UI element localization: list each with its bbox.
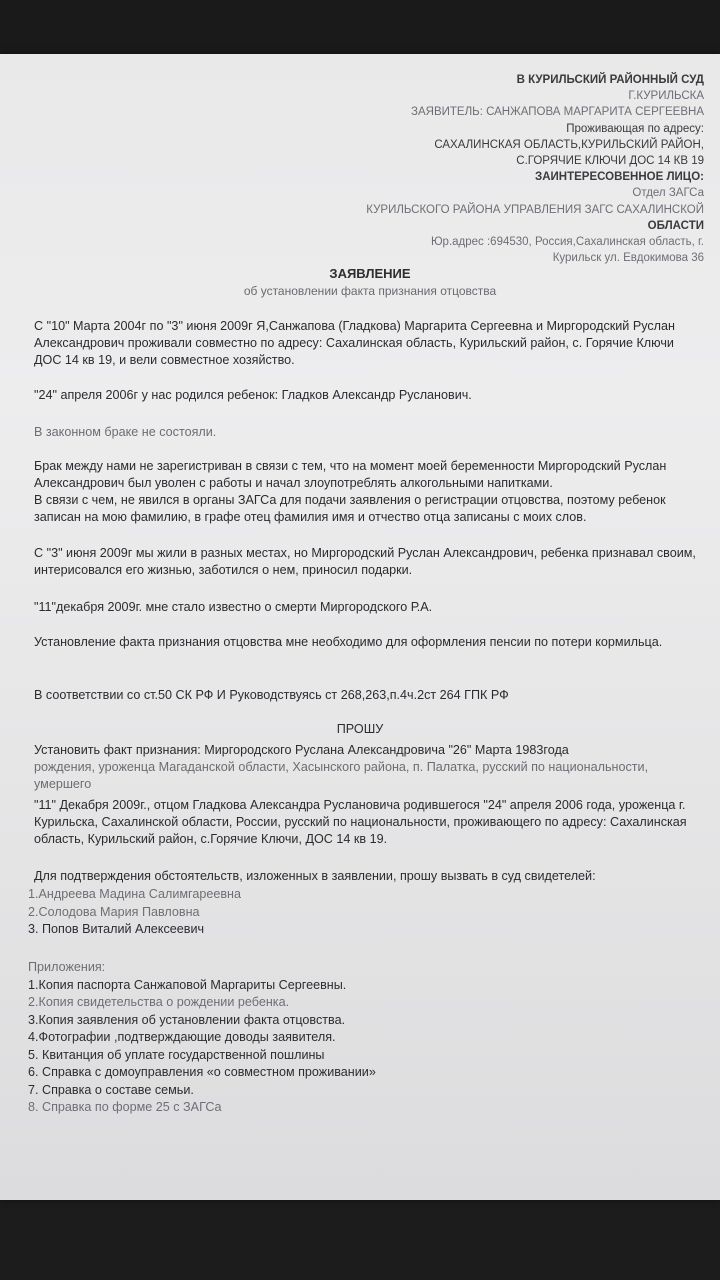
list-item: 6. Справка с домоуправления «о совместном проживании» <box>28 1065 376 1079</box>
legal-address-1: Юр.адрес :694530, Россия,Сахалинская область, г. <box>430 236 704 249</box>
paragraph-witnesses-intro: Для подтверждения обстоятельств, изложенных в заявлении, прошу вызвать в суд свидетелей: <box>34 869 596 883</box>
attachments-list <box>28 959 708 1117</box>
document-page <box>0 54 720 1200</box>
paragraph-separate-living: С "3" июня 2009г мы жили в разных местах, но Миргородский Руслан Александрович, ребенка признавал своим, интерисовался его жизнью, заботился о нем, приносил подарки. <box>34 546 696 577</box>
paragraph-legal-basis: В соответствии со ст.50 СК РФ И Руководствуясь ст 268,263,п.4ч.2ст 264 ГПК РФ <box>34 688 509 702</box>
top-dark-background <box>0 0 720 58</box>
paragraph-registration: В связи с чем, не явился в органы ЗАГСа для подачи заявления о регистрации отцовства, поэтому ребенок записан на мою фамилию, в графе отец фамилия имя и отчество отца записаны с моих слов. <box>34 493 666 524</box>
court-city: Г.КУРИЛЬСКА <box>628 90 704 103</box>
list-item: 5. Квитанция об уплате государственной пошлины <box>28 1047 325 1062</box>
applicant-name: ЗАЯВИТЕЛЬ: САНЖАПОВА МАРГАРИТА СЕРГЕЕВНА <box>411 106 704 119</box>
list-item: 3.Копия заявления об установлении факта отцовства. <box>28 1012 346 1027</box>
paragraph-purpose: Установление факта признания отцовства мне необходимо для оформления пенсии по потери кормильца. <box>34 635 663 649</box>
paragraph-marriage-status: В законном браке не состояли. <box>34 425 217 439</box>
list-item: 2.Копия свидетельства о рождении ребенка. <box>28 995 290 1009</box>
bottom-dark-background <box>0 1196 720 1280</box>
witness-list <box>28 886 708 939</box>
list-item: 3. Попов Виталий Алексеевич <box>28 922 205 936</box>
applicant-address-2: С.ГОРЯЧИЕ КЛЮЧИ ДОС 14 КВ 19 <box>516 155 704 168</box>
court-name: В КУРИЛЬСКИЙ РАЙОННЫЙ СУД <box>516 74 704 86</box>
office-name-3: ОБЛАСТИ <box>647 219 704 232</box>
residing-label: Проживающая по адресу: <box>566 122 704 135</box>
interested-party-label: ЗАИНТЕРЕСОВЕННОЕ ЛИЦО: <box>535 171 704 184</box>
legal-address-2: Курильск ул. Евдокимова 36 <box>552 252 704 265</box>
paragraph-request-1: Установить факт признания: Миргородского Руслана Александровича "26" Марта 1983года <box>34 743 569 757</box>
paragraph-death: "11"декабря 2009г. мне стало известно о смерти Миргородского Р.А. <box>34 600 433 614</box>
attachments-label: Приложения: <box>28 960 106 974</box>
office-name: Отдел ЗАГСа <box>632 187 704 200</box>
paragraph-child-birth: "24" апреля 2006г у нас родился ребенок: Гладков Александр Русланович. <box>34 388 472 402</box>
list-item: 4.Фотографии ,подтверждающие доводы заявителя. <box>28 1030 336 1044</box>
list-item: 2.Солодова Мария Павловна <box>28 904 200 919</box>
list-item: 1.Андреева Мадина Салимгареевна <box>28 887 242 901</box>
list-item: 1.Копия паспорта Санжаповой Маргариты Сергеевны. <box>28 977 347 992</box>
paragraph-reason: Брак между нами не зарегистриван в связи с тем, что на момент моей беременности Миргородский Руслан Александрович был уволен с работы и начал злоупотреблять алкогольными напитками. <box>34 459 667 490</box>
document-title: ЗАЯВЛЕНИЕ <box>329 266 411 281</box>
addressee-block <box>264 72 704 266</box>
list-item: 7. Справка о составе семьи. <box>28 1082 194 1097</box>
paragraph-cohabitation: С "10" Марта 2004г по "3" июня 2009г Я,Санжапова (Гладкова) Маргарита Сергеевна и Миргородский Руслан Александрович проживали совместно по адресу: Сахалинская область, Курильский район, с. Горячие Ключи ДОС 14 кв 19, и вели совместное хозяйство. <box>34 319 675 367</box>
office-name-2: КУРИЛЬСКОГО РАЙОНА УПРАВЛЕНИЯ ЗАГС САХАЛИНСКОЙ <box>366 203 704 216</box>
applicant-address-1: САХАЛИНСКАЯ ОБЛАСТЬ,КУРИЛЬСКИЙ РАЙОН, <box>434 138 704 151</box>
request-heading: ПРОШУ <box>336 722 384 736</box>
paragraph-request-2: рождения, уроженца Магаданской области, Хасынского района, п. Палатка, русский по национальности, умершего <box>34 760 649 791</box>
document-subtitle: об установлении факта признания отцовства <box>243 284 497 298</box>
list-item: 8. Справка по форме 25 с ЗАГСа <box>28 1100 222 1114</box>
paragraph-request-3: "11" Декабря 2009г., отцом Гладкова Александра Руслановича родившегося "24" апреля 2006 года, уроженца г. Курильска, Сахалинской области, России, русский по национальности, проживающего по адресу: Сахалинская область, Курильский район, с.Горячие Ключи, ДОС 14 кв 19. <box>34 798 687 846</box>
